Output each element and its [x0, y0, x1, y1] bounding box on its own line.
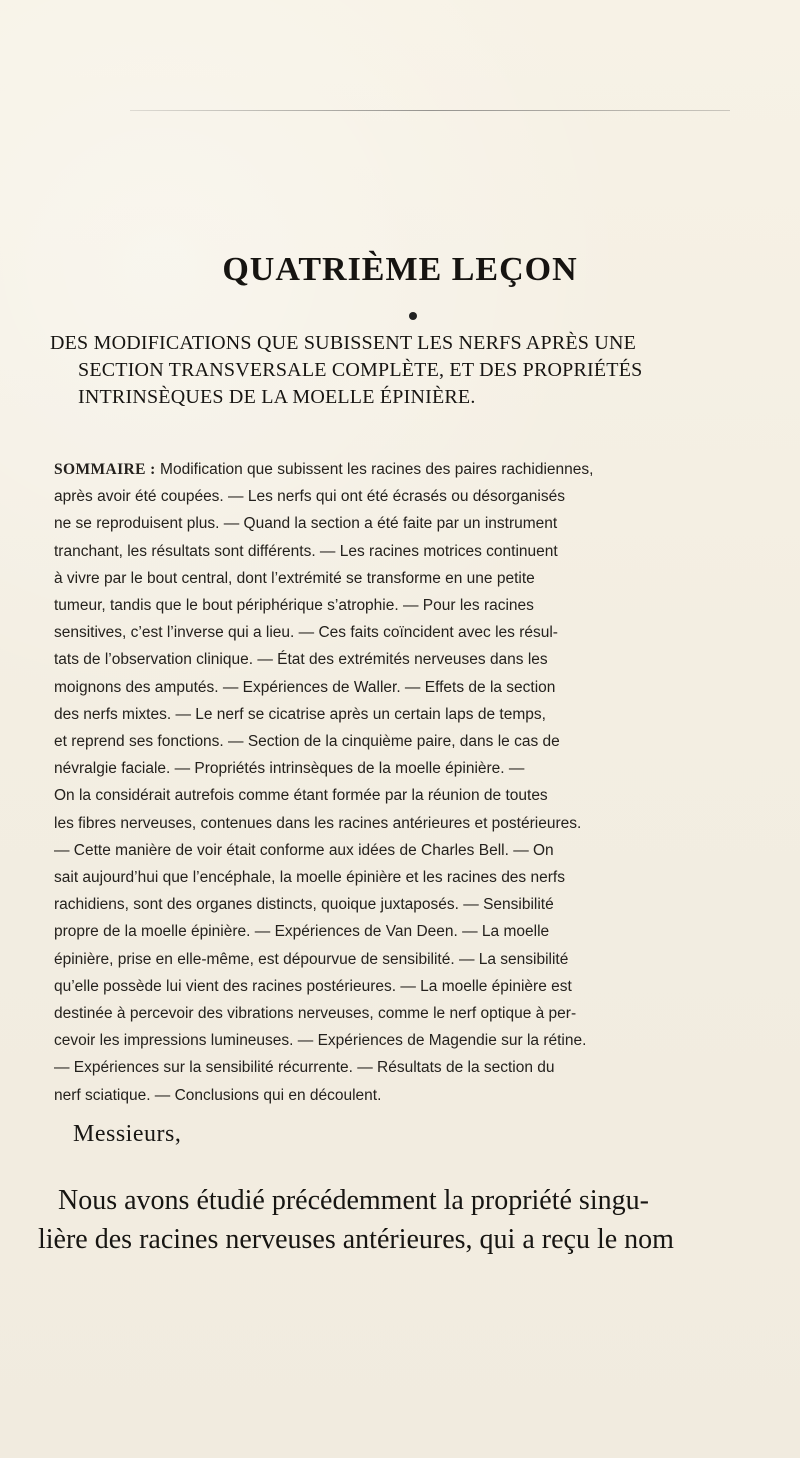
summary-line: et reprend ses fonctions. — Section de la cinquième paire, dans le cas de	[54, 733, 560, 751]
body-text	[38, 1181, 762, 1259]
summary-line: après avoir été coupées. — Les nerfs qui ont été écrasés ou désorganisés	[54, 488, 565, 506]
summary-line-text: Modification que subissent les racines des paires rachidiennes,	[160, 461, 594, 478]
summary-label: SOMMAIRE :	[54, 461, 156, 478]
summary-line: destinée à percevoir des vibrations nerveuses, comme le nerf optique à per-	[54, 1005, 577, 1023]
body-line: Nous avons étudié précédemment la propriété singu-	[58, 1185, 649, 1216]
lesson-title: QUATRIÈME LEÇON	[222, 251, 578, 288]
summary-line	[54, 456, 742, 483]
title-ornament-dot	[409, 312, 417, 320]
summary-line: nerf sciatique. — Conclusions qui en découlent.	[54, 1086, 382, 1104]
summary-line: On la considérait autrefois comme étant formée par la réunion de toutes	[54, 787, 548, 805]
summary-line: qu’elle possède lui vient des racines postérieures. — La moelle épinière est	[54, 977, 572, 995]
summary-block	[54, 456, 742, 1109]
summary-line: propre de la moelle épinière. — Expériences de Van Deen. — La moelle	[54, 923, 550, 941]
summary-line: tats de l’observation clinique. — État des extrémités nerveuses dans les	[54, 651, 548, 669]
body-line: lière des racines nerveuses antérieures, qui a reçu le nom	[38, 1224, 674, 1255]
summary-line: tranchant, les résultats sont différents. — Les racines motrices continuent	[54, 542, 558, 560]
summary-line: sait aujourd’hui que l’encéphale, la moelle épinière et les racines des nerfs	[54, 869, 565, 887]
salutation: Messieurs,	[73, 1121, 182, 1147]
summary-line: des nerfs mixtes. — Le nerf se cicatrise après un certain laps de temps,	[54, 705, 546, 723]
summary-line: — Expériences sur la sensibilité récurrente. — Résultats de la section du	[54, 1059, 555, 1077]
summary-line: ne se reproduisent plus. — Quand la section a été faite par un instrument	[54, 515, 558, 533]
summary-line: tumeur, tandis que le bout périphérique s’atrophie. — Pour les racines	[54, 597, 534, 615]
top-rule	[130, 110, 730, 111]
summary-line: moignons des amputés. — Expériences de Waller. — Effets de la section	[54, 678, 556, 696]
subtitle-line: DES MODIFICATIONS QUE SUBISSENT LES NERFS APRÈS UNE	[50, 332, 637, 354]
subtitle-line: INTRINSÈQUES DE LA MOELLE ÉPINIÈRE.	[78, 386, 476, 408]
summary-line: sensitives, c’est l’inverse qui a lieu. — Ces faits coïncident avec les résul-	[54, 624, 558, 642]
summary-line: rachidiens, sont des organes distincts, quoique juxtaposés. — Sensibilité	[54, 896, 554, 914]
summary-line: cevoir les impressions lumineuses. — Expériences de Magendie sur la rétine.	[54, 1032, 587, 1050]
summary-line: les fibres nerveuses, contenues dans les racines antérieures et postérieures.	[54, 814, 582, 832]
lesson-subtitle	[50, 330, 770, 411]
subtitle-line: SECTION TRANSVERSALE COMPLÈTE, ET DES PROPRIÉTÉS	[78, 359, 643, 381]
summary-line: — Cette manière de voir était conforme aux idées de Charles Bell. — On	[54, 841, 554, 859]
summary-line: épinière, prise en elle-même, est dépourvue de sensibilité. — La sensibilité	[54, 950, 569, 968]
summary-line: névralgie faciale. — Propriétés intrinsèques de la moelle épinière. —	[54, 760, 525, 778]
summary-line: à vivre par le bout central, dont l’extrémité se transforme en une petite	[54, 569, 535, 587]
